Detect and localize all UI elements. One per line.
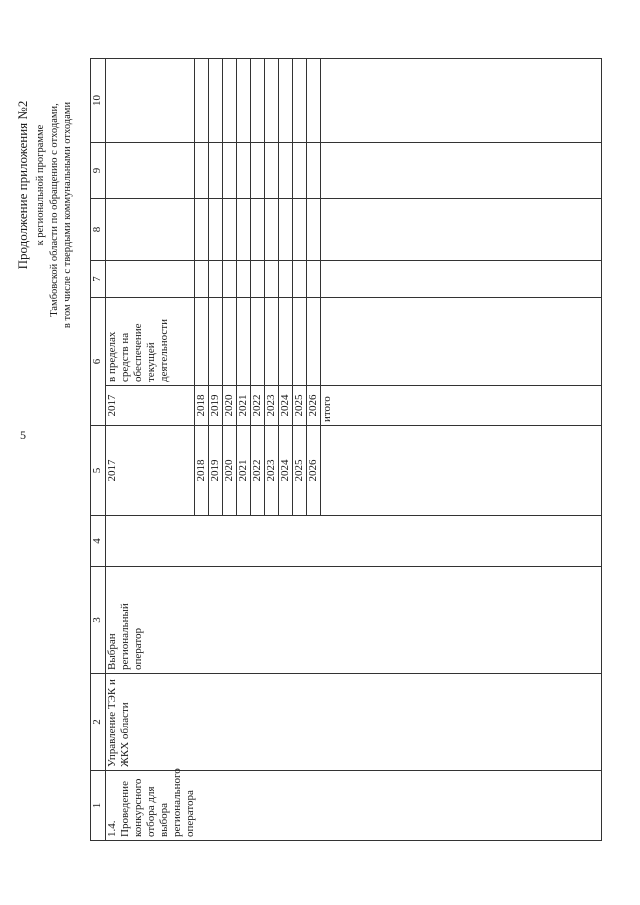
empty-cell (223, 261, 237, 298)
col-num-9: 9 (91, 143, 106, 199)
empty-cell (251, 261, 265, 298)
year-col5-5: 2022 (251, 426, 265, 516)
empty-cell (293, 59, 307, 143)
year-col6-3: 2020 (223, 386, 237, 426)
empty-cell (237, 199, 251, 261)
column-number-row (91, 59, 106, 841)
year-col5-1: 2018 (195, 426, 209, 516)
appendix-subtitle-1: к региональной программе (35, 124, 46, 246)
empty-cell (279, 199, 293, 261)
col-num-3: 3 (91, 567, 106, 674)
col-num-10: 10 (91, 59, 106, 143)
empty-cell (293, 261, 307, 298)
empty-cell (307, 143, 321, 199)
executor: Управление ТЭК и ЖКХ области (106, 674, 602, 771)
year-col5-7: 2024 (279, 426, 293, 516)
empty-cell (265, 143, 279, 199)
year-col6-1: 2018 (195, 386, 209, 426)
appendix-subtitle-2: Тамбовской области по обращению с отходами, (49, 103, 60, 317)
year-col5-6: 2023 (265, 426, 279, 516)
empty-cell (321, 298, 602, 386)
year-col5-0: 2017 (106, 426, 195, 516)
total-label: итого (321, 386, 602, 426)
empty-cell (209, 199, 223, 261)
empty-cell (237, 298, 251, 386)
empty-cell (251, 298, 265, 386)
year-col6-8: 2025 (293, 386, 307, 426)
year-col5-9: 2026 (307, 426, 321, 516)
empty-cell (293, 298, 307, 386)
empty-cell (307, 298, 321, 386)
empty-cell (279, 143, 293, 199)
year-col6-9: 2026 (307, 386, 321, 426)
empty-cell (195, 143, 209, 199)
empty-cell (279, 59, 293, 143)
empty-cell (279, 298, 293, 386)
empty-cell (237, 261, 251, 298)
year-col6-4: 2021 (237, 386, 251, 426)
empty-cell (237, 143, 251, 199)
appendix-title: Продолжение приложения №2 (15, 100, 30, 270)
column-4-cell (106, 516, 602, 567)
empty-cell (279, 261, 293, 298)
col-num-5: 5 (91, 426, 106, 516)
empty-cell (251, 199, 265, 261)
empty-cell (265, 199, 279, 261)
empty-cell (195, 298, 209, 386)
empty-cell (307, 59, 321, 143)
empty-cell (265, 261, 279, 298)
col-num-2: 2 (91, 674, 106, 771)
year-col5-8: 2025 (293, 426, 307, 516)
empty-cell (321, 426, 602, 516)
year-col6-6: 2023 (265, 386, 279, 426)
empty-cell (209, 261, 223, 298)
funding-note: в пределах средств на обеспечение текущей деятельности (106, 298, 195, 386)
empty-cell (265, 298, 279, 386)
empty-cell (251, 59, 265, 143)
empty-cell (223, 59, 237, 143)
empty-cell (321, 59, 602, 143)
col-num-1: 1 (91, 771, 106, 841)
empty-cell (307, 199, 321, 261)
rotated-sheet (0, 35, 640, 845)
program-table (90, 58, 602, 841)
empty-cell (265, 59, 279, 143)
empty-cell (209, 143, 223, 199)
cell-8-main (106, 199, 195, 261)
cell-10-main (106, 59, 195, 143)
year-col6-0: 2017 (106, 386, 195, 426)
year-col5-3: 2020 (223, 426, 237, 516)
empty-cell (237, 59, 251, 143)
empty-cell (321, 261, 602, 298)
col-num-4: 4 (91, 516, 106, 567)
col-num-8: 8 (91, 199, 106, 261)
empty-cell (251, 143, 265, 199)
empty-cell (293, 199, 307, 261)
cell-9-main (106, 143, 195, 199)
empty-cell (293, 143, 307, 199)
year-col6-2: 2019 (209, 386, 223, 426)
empty-cell (195, 59, 209, 143)
empty-cell (209, 298, 223, 386)
empty-cell (223, 298, 237, 386)
empty-cell (223, 199, 237, 261)
year-col6-7: 2024 (279, 386, 293, 426)
page-number: 5 (20, 428, 26, 442)
year-col5-2: 2019 (209, 426, 223, 516)
empty-cell (321, 143, 602, 199)
expected-result: Выбран региональный оператор (106, 567, 602, 674)
year-col6-5: 2022 (251, 386, 265, 426)
col-num-6: 6 (91, 298, 106, 426)
appendix-subtitle-3: в том числе с твердыми коммунальными отходами (62, 101, 73, 329)
cell-7-main (106, 261, 195, 298)
empty-cell (209, 59, 223, 143)
empty-cell (307, 261, 321, 298)
empty-cell (321, 199, 602, 261)
year-col5-4: 2021 (237, 426, 251, 516)
empty-cell (195, 261, 209, 298)
empty-cell (223, 143, 237, 199)
measure-name: 1.4. Проведение конкурсного отбора для выбора регионального оператора (106, 771, 602, 841)
col-num-7: 7 (91, 261, 106, 298)
empty-cell (195, 199, 209, 261)
measure-row-main (106, 59, 195, 841)
